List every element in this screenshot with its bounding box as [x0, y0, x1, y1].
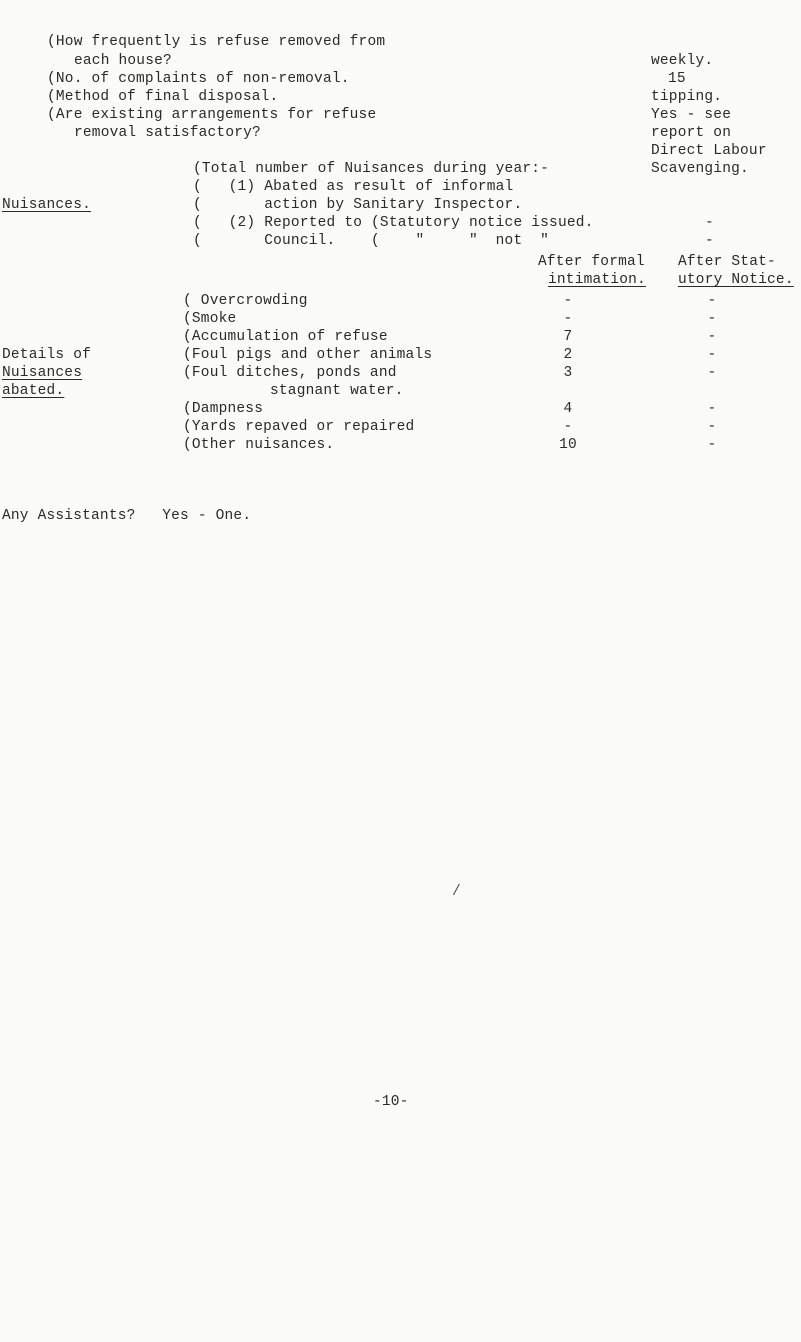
table-row-statutory-value: -	[707, 347, 717, 363]
frequency-question-line1: (How frequently is refuse removed from	[47, 34, 386, 50]
table-row-label-continuation: stagnant water.	[270, 383, 404, 399]
table-row-formal-value: -	[563, 293, 573, 309]
disposal-answer: tipping.	[651, 89, 723, 105]
frequency-answer: weekly.	[651, 53, 714, 69]
table-row-statutory-value: -	[707, 437, 717, 453]
table-row-statutory-value: -	[707, 311, 717, 327]
disposal-question: (Method of final disposal.	[47, 89, 279, 105]
table-row-label: (Foul pigs and other animals	[183, 347, 433, 363]
nuisances-dash-not-issued: -	[705, 233, 714, 249]
table-row-statutory-value: -	[707, 401, 717, 417]
table-row-label: (Accumulation of refuse	[183, 329, 388, 345]
table-row-formal-value: -	[563, 311, 573, 327]
table-row-formal-value: 2	[563, 347, 573, 363]
column-header-formal-line1: After formal	[538, 254, 645, 270]
details-label-line1: Details of	[2, 347, 92, 363]
column-header-statutory-line1: After Stat-	[678, 254, 776, 270]
table-row-label: (Foul ditches, ponds and	[183, 365, 397, 381]
arrangements-answer-line2: report on	[651, 125, 732, 141]
table-row-statutory-value: -	[707, 419, 717, 435]
arrangements-answer-line4: Scavenging.	[651, 161, 749, 177]
table-row-label: (Dampness	[183, 401, 264, 417]
complaints-question: (No. of complaints of non-removal.	[47, 71, 350, 87]
arrangements-question-line2: removal satisfactory?	[74, 125, 261, 141]
details-label-line3: abated.	[2, 383, 65, 399]
column-header-statutory-line2: utory Notice.	[678, 272, 794, 288]
arrangements-answer-line1: Yes - see	[651, 107, 732, 123]
nuisances-action-line: ( action by Sanitary Inspector.	[193, 197, 523, 213]
page-number: -10-	[373, 1094, 409, 1110]
details-label-line2: Nuisances	[2, 365, 83, 381]
nuisances-side-label: Nuisances.	[2, 197, 92, 213]
table-row-statutory-value: -	[707, 293, 717, 309]
nuisances-dash-issued: -	[705, 215, 714, 231]
arrangements-answer-line3: Direct Labour	[651, 143, 767, 159]
nuisances-total-line: (Total number of Nuisances during year:-	[193, 161, 550, 177]
table-row-formal-value: 4	[563, 401, 573, 417]
table-row-formal-value: 10	[559, 437, 577, 453]
column-header-formal-line2: intimation.	[548, 272, 646, 288]
nuisances-council-line: ( Council. ( " " not "	[193, 233, 550, 249]
nuisances-reported-line: ( (2) Reported to (Statutory notice issued.	[193, 215, 594, 231]
table-row-formal-value: -	[563, 419, 573, 435]
table-row-label: (Smoke	[183, 311, 237, 327]
stray-mark: /	[452, 884, 461, 900]
table-row-statutory-value: -	[707, 365, 717, 381]
complaints-answer: 15	[668, 71, 686, 87]
table-row-label: (Other nuisances.	[183, 437, 335, 453]
nuisances-abated-line: ( (1) Abated as result of informal	[193, 179, 514, 195]
frequency-question-line2: each house?	[74, 53, 172, 69]
table-row-label: (Yards repaved or repaired	[183, 419, 415, 435]
table-row-label: ( Overcrowding	[183, 293, 308, 309]
assistants-line: Any Assistants? Yes - One.	[2, 508, 252, 524]
table-row-formal-value: 7	[563, 329, 573, 345]
arrangements-question-line1: (Are existing arrangements for refuse	[47, 107, 377, 123]
table-row-statutory-value: -	[707, 329, 717, 345]
table-row-formal-value: 3	[563, 365, 573, 381]
